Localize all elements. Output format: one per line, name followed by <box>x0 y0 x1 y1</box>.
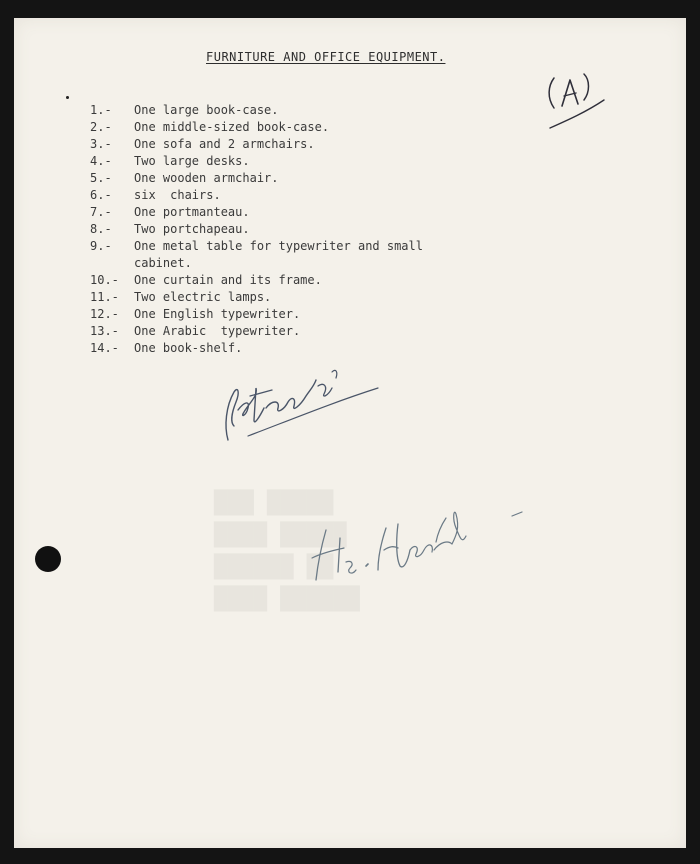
document-title: FURNITURE AND OFFICE EQUIPMENT. <box>206 50 446 64</box>
list-item-number: 14.- <box>90 341 119 355</box>
list-item <box>90 272 423 289</box>
list-item-text: One Arabic typewriter. <box>134 324 301 338</box>
list-item <box>90 306 423 323</box>
punch-hole <box>35 546 61 572</box>
list-item-number: 2.- <box>90 120 112 134</box>
handwritten-corner-mark <box>542 70 612 140</box>
signature-1 <box>210 356 386 448</box>
signature-2 <box>306 488 542 588</box>
list-item-text: One sofa and 2 armchairs. <box>134 137 315 151</box>
list-item-number: 12.- <box>90 307 119 321</box>
list-item <box>90 119 423 136</box>
list-item-text: One wooden armchair. <box>134 171 279 185</box>
document-page <box>14 18 686 848</box>
list-item <box>90 238 423 272</box>
list-item-number: 11.- <box>90 290 119 304</box>
list-item-number: 6.- <box>90 188 112 202</box>
list-item-text: One middle-sized book-case. <box>134 120 330 134</box>
list-item-continuation: cabinet. <box>134 256 192 270</box>
list-item-number: 4.- <box>90 154 112 168</box>
list-item-text: One metal table for typewriter and small <box>134 239 423 253</box>
list-item-number: 8.- <box>90 222 112 236</box>
list-item-number: 5.- <box>90 171 112 185</box>
list-item-number: 3.- <box>90 137 112 151</box>
list-item-text: One book-shelf. <box>134 341 243 355</box>
list-item-number: 9.- <box>90 239 112 253</box>
equipment-list <box>90 102 423 357</box>
list-item-text: Two large desks. <box>134 154 250 168</box>
stray-ink-dot <box>66 96 69 99</box>
list-item-number: 10.- <box>90 273 119 287</box>
list-item-text: Two portchapeau. <box>134 222 250 236</box>
list-item <box>90 187 423 204</box>
list-item <box>90 221 423 238</box>
list-item <box>90 289 423 306</box>
list-item <box>90 153 423 170</box>
list-item-number: 1.- <box>90 103 112 117</box>
list-item-text: One large book-case. <box>134 103 279 117</box>
list-item <box>90 340 423 357</box>
list-item-text: One English typewriter. <box>134 307 301 321</box>
list-item <box>90 136 423 153</box>
list-item-number: 13.- <box>90 324 119 338</box>
list-item <box>90 323 423 340</box>
list-item-number: 7.- <box>90 205 112 219</box>
list-item-text: six chairs. <box>134 188 221 202</box>
list-item <box>90 170 423 187</box>
show-through-text: ███ █████ ████ █████ ██████ ██ ████ ██████ <box>214 491 360 612</box>
list-item <box>90 102 423 119</box>
list-item-text: One portmanteau. <box>134 205 250 219</box>
list-item-text: Two electric lamps. <box>134 290 272 304</box>
list-item-text: One curtain and its frame. <box>134 273 322 287</box>
list-item <box>90 204 423 221</box>
